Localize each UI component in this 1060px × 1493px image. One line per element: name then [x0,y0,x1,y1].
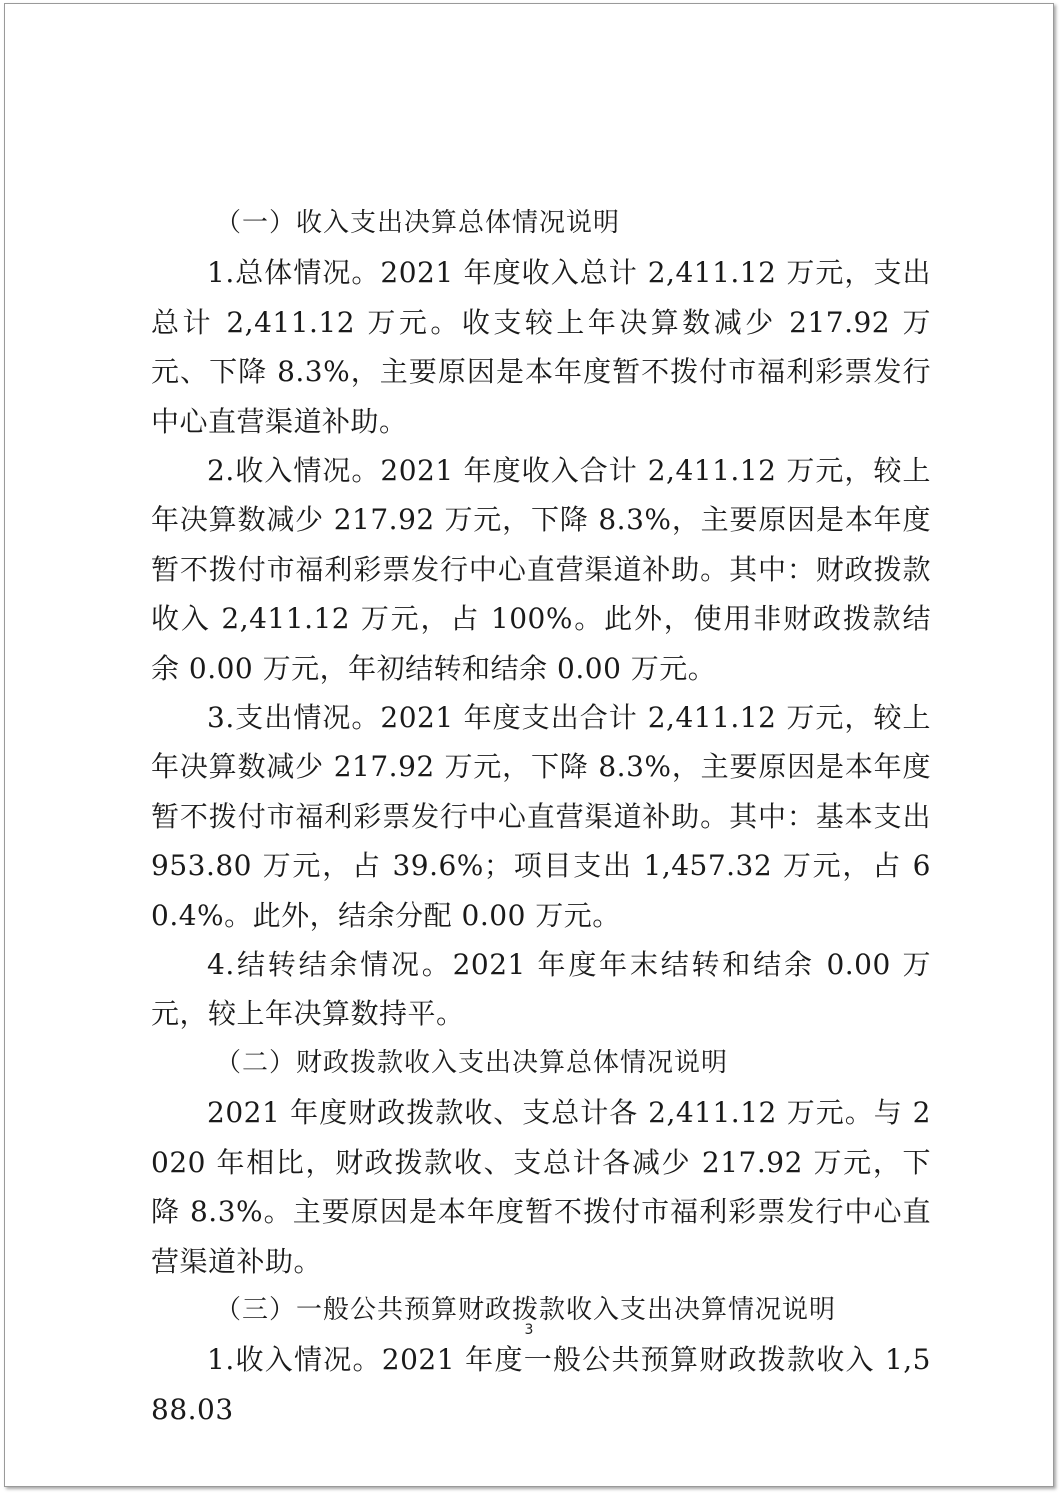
paragraph-carryover: 4.结转结余情况。2021 年度年末结转和结余 0.00 万元，较上年决算数持平。 [151,948,931,1031]
paragraph-income: 2.收入情况。2021 年度收入合计 2,411.12 万元，较上年决算数减少 217.92 万元，下降 8.3%，主要原因是本年度暂不拨付市福利彩票发行中心直营渠道补助。其中：财政拨款收入 2,411.12 万元，占 100%。此外，使用非财政拨款结余 0.00 万元，年初结转和结余 0.00 万元。 [151,454,931,685]
paragraph-fiscal-total: 2021 年度财政拨款收、支总计各 2,411.12 万元。与 2020 年相比，财政拨款收、支总计各减少 217.92 万元，下降 8.3%。主要原因是本年度暂不拨付市福利彩票发行中心直营渠道补助。 [151,1096,931,1278]
section-heading-2: （二）财政拨款收入支出决算总体情况说明 [215,1047,729,1078]
paragraph-expenditure: 3.支出情况。2021 年度支出合计 2,411.12 万元，较上年决算数减少 217.92 万元，下降 8.3%，主要原因是本年度暂不拨付市福利彩票发行中心直营渠道补助。其中：基本支出 953.80 万元，占 39.6%；项目支出 1,457.32 万元，占 60.4%。此外，结余分配 0.00 万元。 [151,701,931,932]
page-number: 3 [524,1322,534,1338]
document-body [151,199,931,1434]
paragraph-general-budget-income: 1.收入情况。2021 年度一般公共预算财政拨款收入 1,588.03 [151,1343,931,1426]
section-heading-1: （一）收入支出决算总体情况说明 [215,208,621,238]
document-page [4,3,1054,1487]
section-heading-3: （三）一般公共预算财政拨款收入支出决算情况说明 [215,1294,837,1325]
paragraph-overall: 1.总体情况。2021 年度收入总计 2,411.12 万元，支出总计 2,411.12 万元。收支较上年决算数减少 217.92 万元、下降 8.3%，主要原因是本年度暂不拨付市福利彩票发行中心直营渠道补助。 [151,256,931,438]
